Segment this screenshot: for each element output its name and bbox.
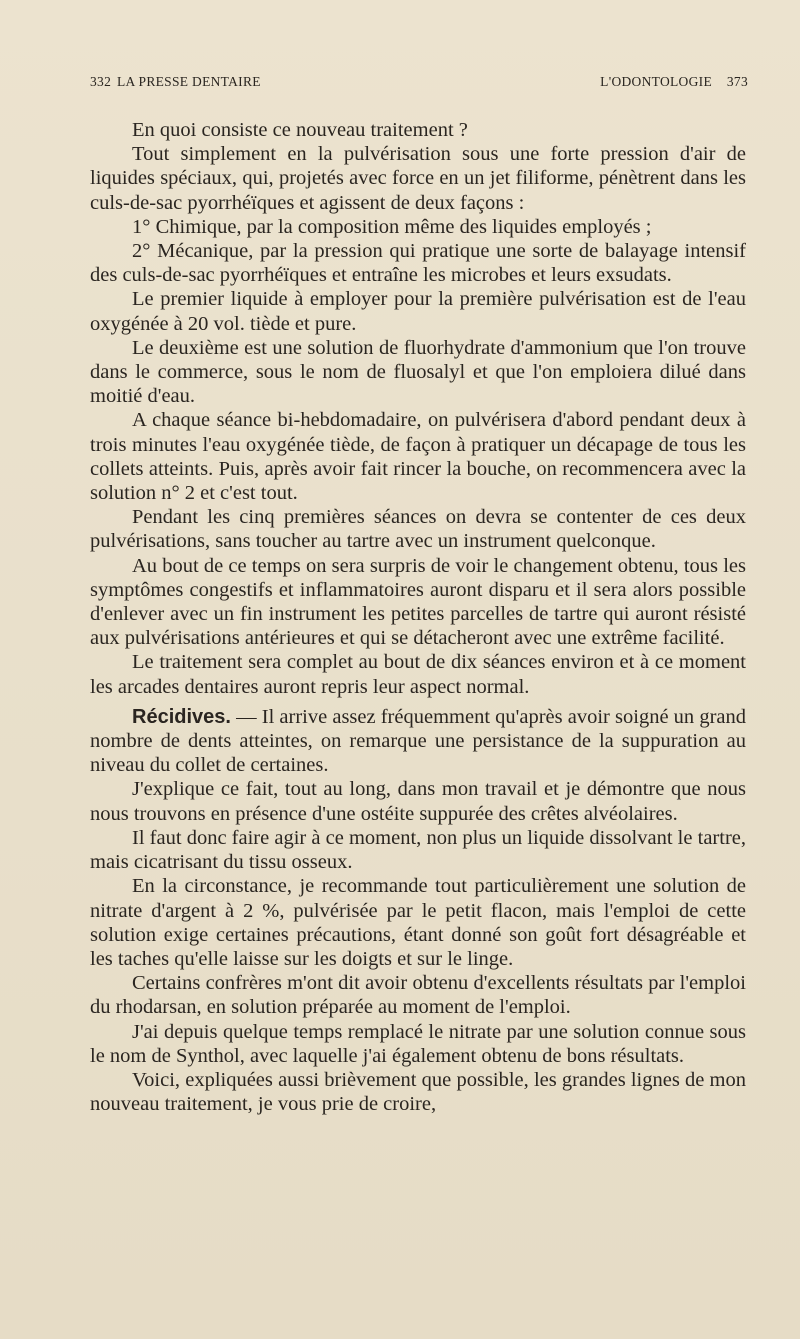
- paragraph: Le premier liquide à employer pour la première pulvérisation est de l'eau oxygénée à 20 vol. tiède et pure.: [90, 288, 746, 335]
- paragraph: 1° Chimique, par la composition même des liquides employés ;: [132, 215, 652, 238]
- recidives-heading: Récidives.: [132, 705, 231, 728]
- recidives-text: — Il arrive assez fréquemment qu'après avoir soigné un grand nombre de dents atteintes, on remarque une persistance de la suppuration au niveau du collet de certaines.: [90, 705, 746, 777]
- right-page-number: 373: [726, 74, 748, 89]
- paragraph: A chaque séance bi-hebdomadaire, on pulvérisera d'abord pendant deux à trois minutes l'eau oxygénée tiède, de façon à pratiquer un décapage de tous les collets atteints. Puis, après avoir fait rincer la bouche, on recommencera avec la solution n° 2 et c'est tout.: [90, 409, 746, 505]
- paragraph: J'ai depuis quelque temps remplacé le nitrate par une solution connue sous le nom de Synthol, avec laquelle j'ai également obtenu de bons résultats.: [90, 1020, 746, 1067]
- paragraph: J'explique ce fait, tout au long, dans mon travail et je démontre que nous nous trouvons en présence d'une ostéite suppurée des crêtes alvéolaires.: [90, 778, 746, 825]
- paragraph: Tout simplement en la pulvérisation sous une forte pression d'air de liquides spéciaux, qui, projetés avec force en un jet filiforme, pénètrent dans les culs-de-sac pyorrhéïques et agissent de deux façons :: [90, 143, 746, 214]
- paragraph: Pendant les cinq premières séances on devra se contenter de ces deux pulvérisations, sans toucher au tartre avec un instrument quelconque.: [90, 506, 746, 553]
- recidives-paragraph: [90, 705, 746, 778]
- paragraph: Au bout de ce temps on sera surpris de voir le changement obtenu, tous les symptômes congestifs et inflammatoires auront disparu et il sera alors possible d'enlever avec un fin instrument les petites parcelles de tartre qui auront résisté aux pulvérisations antérieures et qui se détacheront avec une extrême facilité.: [90, 554, 746, 650]
- left-journal-title: LA PRESSE DENTAIRE: [117, 74, 261, 89]
- running-header: [90, 74, 748, 94]
- paragraph: Certains confrères m'ont dit avoir obtenu d'excellents résultats par l'emploi du rhodarsan, en solution préparée au moment de l'emploi.: [90, 972, 746, 1019]
- left-page-number: 332: [90, 74, 112, 89]
- paragraph: Il faut donc faire agir à ce moment, non plus un liquide dissolvant le tartre, mais cicatrisant du tissu osseux.: [90, 826, 746, 874]
- paragraph: 2° Mécanique, par la pression qui pratique une sorte de balayage intensif des culs-de-sac pyorrhéïques et entraîne les microbes et leurs exsudats.: [90, 240, 746, 287]
- paragraph: En quoi consiste ce nouveau traitement ?: [132, 119, 468, 141]
- right-journal-title: L'ODONTOLOGIE: [600, 74, 712, 89]
- paragraph: Le traitement sera complet au bout de dix séances environ et à ce moment les arcades dentaires auront repris leur aspect normal.: [90, 651, 746, 698]
- paragraph: En la circonstance, je recommande tout particulièrement une solution de nitrate d'argent à 2 %, pulvérisée par le petit flacon, mais l'emploi de cette solution exige certaines précautions, étant donné son goût fort désagréable et les taches qu'elle laisse sur les doigts et sur le linge.: [90, 875, 746, 970]
- paragraph: Voici, expliquées aussi brièvement que possible, les grandes lignes de mon nouveau traitement, je vous prie de croire,: [90, 1068, 746, 1116]
- article-body: [90, 118, 746, 1116]
- paragraph: Le deuxième est une solution de fluorhydrate d'ammonium que l'on trouve dans le commerce, sous le nom de fluosalyl et que l'on emploiera dilué dans moitié d'eau.: [90, 336, 746, 408]
